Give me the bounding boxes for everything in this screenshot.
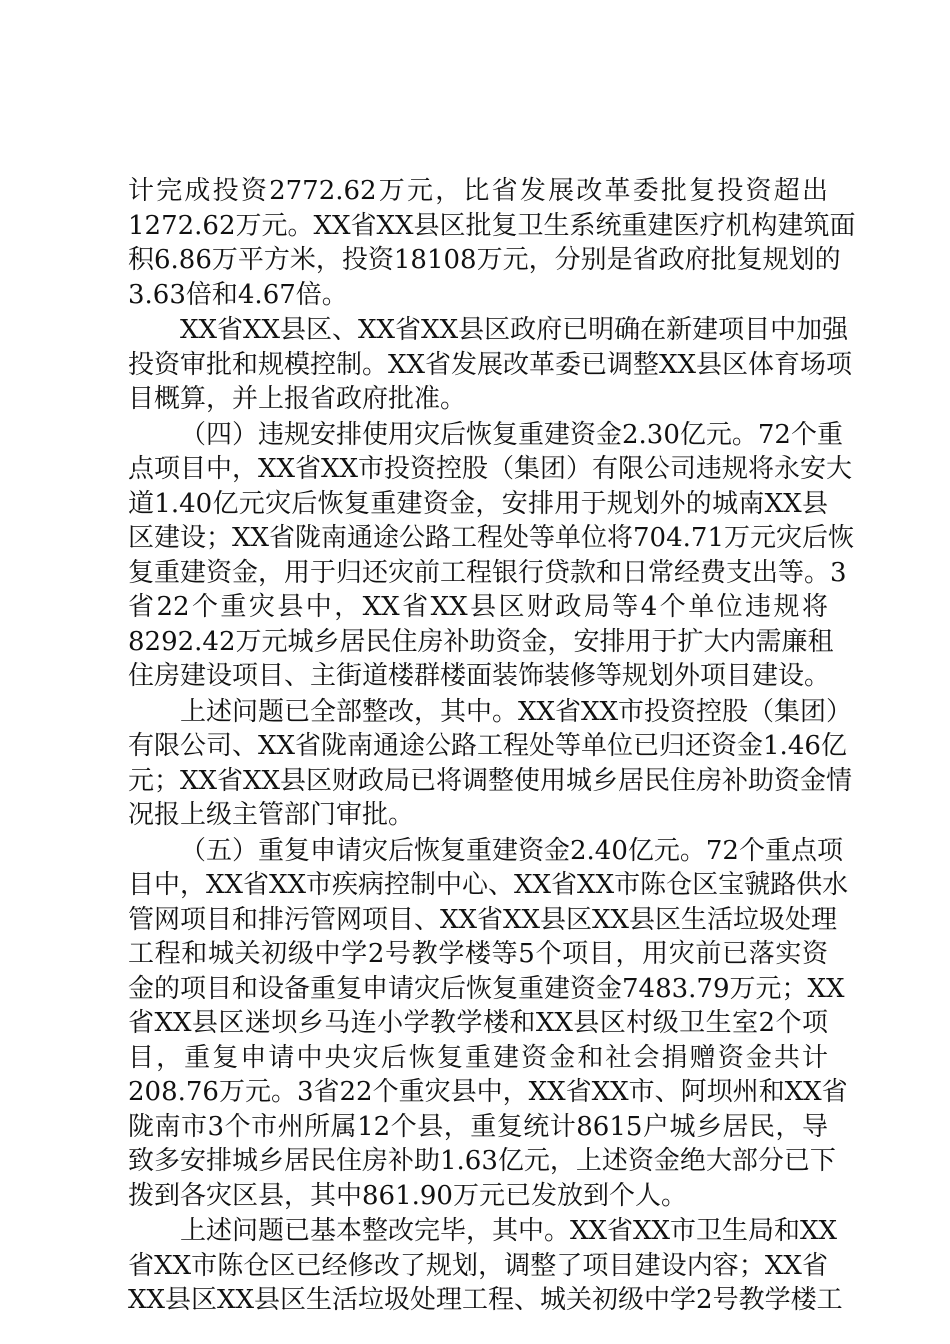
text-line: 工程和城关初级中学2号教学楼等5个项目，用灾前已落实资	[128, 939, 828, 969]
text-line: 积6.86万平方米，投资18108万元，分别是省政府批复规划的	[128, 245, 841, 275]
text-line: 目概算，并上报省政府批准。	[128, 384, 467, 414]
text-line: XX县区XX县区生活垃圾处理工程、城关初级中学2号教学楼工	[128, 1285, 843, 1315]
paragraph-rectification-3	[128, 1214, 843, 1318]
text-line: 点项目中，XX省XX市投资控股（集团）有限公司违规将永安大	[128, 454, 853, 484]
text-line: 8292.42万元城乡居民住房补助资金，安排用于扩大内需廉租	[128, 626, 834, 657]
text-line: 有限公司、XX省陇南通途公路工程处等单位已归还资金1.46亿	[128, 731, 847, 761]
text-line: XX省XX县区、XX省XX县区政府已明确在新建项目中加强	[180, 315, 849, 345]
paragraph-section-5	[128, 834, 849, 1214]
document-body	[128, 174, 856, 1318]
text-line: 省XX市陈仓区已经修改了规划，调整了项目建设内容；XX省	[128, 1250, 828, 1281]
text-line: 区建设；XX省陇南通途公路工程处等单位将704.71万元灾后恢	[128, 523, 854, 553]
text-line: 计完成投资2772.62万元，比省发展改革委批复投资超出	[128, 176, 828, 206]
text-line: （四）违规安排使用灾后恢复重建资金2.30亿元。72个重	[180, 419, 843, 450]
text-line: 住房建设项目、主街道楼群楼面装饰装修等规划外项目建设。	[128, 661, 831, 691]
text-line: 上述问题已全部整改，其中。XX省XX市投资控股（集团）	[180, 696, 853, 727]
text-line: 省22个重灾县中，XX省XX县区财政局等4个单位违规将	[128, 592, 828, 622]
text-line: 金的项目和设备重复申请灾后恢复重建资金7483.79万元；XX	[128, 973, 845, 1004]
paragraph-rectification-1	[128, 313, 853, 417]
text-line: 复重建资金，用于归还灾前工程银行贷款和日常经费支出等。3	[128, 557, 847, 588]
text-line: 目中，XX省XX市疾病控制中心、XX省XX市陈仓区宝虢路供水	[128, 870, 849, 900]
text-line: （五）重复申请灾后恢复重建资金2.40亿元。72个重点项	[180, 835, 843, 866]
paragraph-rectification-2	[128, 695, 853, 833]
text-line: 道1.40亿元灾后恢复重建资金，安排用于规划外的城南XX县	[128, 488, 828, 519]
paragraph-section-4	[128, 418, 854, 694]
text-line: 况报上级主管部门审批。	[128, 800, 415, 830]
text-line: 上述问题已基本整改完毕，其中。XX省XX市卫生局和XX	[180, 1216, 838, 1246]
text-line: 元；XX省XX县区财政局已将调整使用城乡居民住房补助资金情	[128, 765, 853, 796]
text-line: 208.76万元。3省22个重灾县中，XX省XX市、阿坝州和XX省	[128, 1077, 848, 1107]
paragraph-investment-overrun	[128, 174, 856, 312]
text-line: 致多安排城乡居民住房补助1.63亿元，上述资金绝大部分已下	[128, 1146, 836, 1176]
text-line: 管网项目和排污管网项目、XX省XX县区XX县区生活垃圾处理	[128, 904, 838, 935]
text-line: 拨到各灾区县，其中861.90万元已发放到个人。	[128, 1180, 687, 1211]
text-line: 1272.62万元。XX省XX县区批复卫生系统重建医疗机构建筑面	[128, 210, 856, 241]
text-line: 3.63倍和4.67倍。	[128, 279, 348, 310]
text-line: 省XX县区迷坝乡马连小学教学楼和XX县区村级卫生室2个项	[128, 1008, 828, 1038]
text-line: 投资审批和规模控制。XX省发展改革委已调整XX县区体育场项	[128, 349, 853, 380]
text-line: 目，重复申请中央灾后恢复重建资金和社会捐赠资金共计	[128, 1042, 828, 1073]
text-line: 陇南市3个市州所属12个县，重复统计8615户城乡居民，导	[128, 1111, 828, 1142]
